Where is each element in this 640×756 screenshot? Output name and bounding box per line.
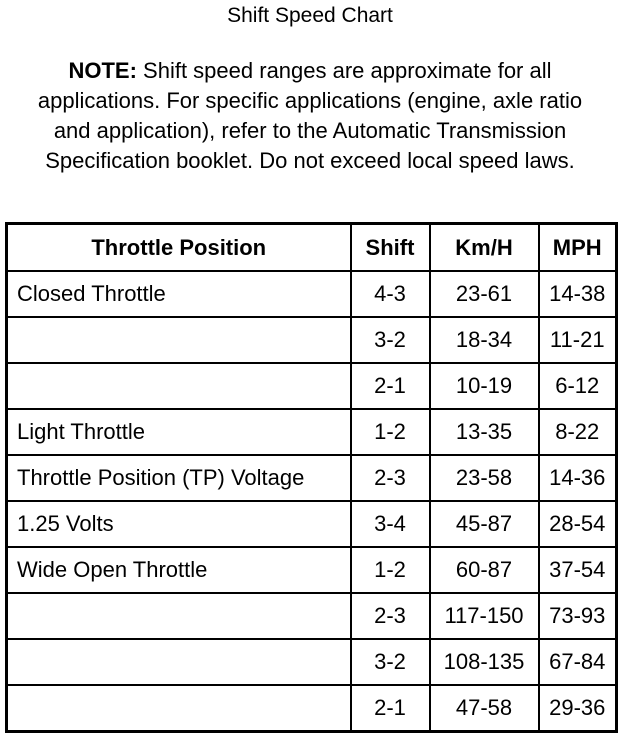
cell-mph: 67-84 [539,639,617,685]
table-header-row [7,224,617,272]
cell-mph: 11-21 [539,317,617,363]
cell-throttle-position [7,639,351,685]
cell-shift: 2-3 [351,593,430,639]
cell-shift: 1-2 [351,547,430,593]
cell-kmh: 108-135 [430,639,539,685]
cell-mph: 8-22 [539,409,617,455]
note-label: NOTE: [68,58,137,83]
cell-shift: 2-1 [351,363,430,409]
table-row [7,639,617,685]
cell-throttle-position [7,685,351,732]
cell-throttle-position [7,593,351,639]
header-mph: MPH [539,224,617,272]
cell-kmh: 13-35 [430,409,539,455]
table-row [7,271,617,317]
note-paragraph [20,56,600,176]
cell-kmh: 45-87 [430,501,539,547]
cell-throttle-position [7,317,351,363]
note-text: Shift speed ranges are approximate for all applications. For specific applications (engine, axle ratio and application), refer to the Automatic Transmission Specification booklet. Do not exceed local speed laws. [37,58,583,173]
cell-shift: 2-1 [351,685,430,732]
table-row [7,409,617,455]
cell-shift: 1-2 [351,409,430,455]
cell-shift: 3-2 [351,317,430,363]
cell-shift: 2-3 [351,455,430,501]
cell-throttle-position: Closed Throttle [7,271,351,317]
table-row [7,547,617,593]
cell-shift: 3-4 [351,501,430,547]
cell-throttle-position: Throttle Position (TP) Voltage [7,455,351,501]
shift-speed-table [5,222,618,733]
header-kmh: Km/H [430,224,539,272]
cell-mph: 28-54 [539,501,617,547]
cell-mph: 73-93 [539,593,617,639]
cell-mph: 14-38 [539,271,617,317]
header-shift: Shift [351,224,430,272]
cell-mph: 29-36 [539,685,617,732]
cell-shift: 4-3 [351,271,430,317]
cell-throttle-position [7,363,351,409]
cell-mph: 6-12 [539,363,617,409]
cell-throttle-position: 1.25 Volts [7,501,351,547]
table-row [7,593,617,639]
table-row [7,501,617,547]
cell-kmh: 18-34 [430,317,539,363]
cell-kmh: 23-61 [430,271,539,317]
cell-kmh: 117-150 [430,593,539,639]
header-throttle-position: Throttle Position [7,224,351,272]
cell-throttle-position: Wide Open Throttle [7,547,351,593]
table-row [7,363,617,409]
cell-kmh: 47-58 [430,685,539,732]
cell-kmh: 23-58 [430,455,539,501]
page-title: Shift Speed Chart [227,4,393,27]
cell-mph: 14-36 [539,455,617,501]
table-row [7,317,617,363]
cell-kmh: 60-87 [430,547,539,593]
cell-kmh: 10-19 [430,363,539,409]
table-row [7,685,617,732]
cell-throttle-position: Light Throttle [7,409,351,455]
cell-shift: 3-2 [351,639,430,685]
cell-mph: 37-54 [539,547,617,593]
table-row [7,455,617,501]
